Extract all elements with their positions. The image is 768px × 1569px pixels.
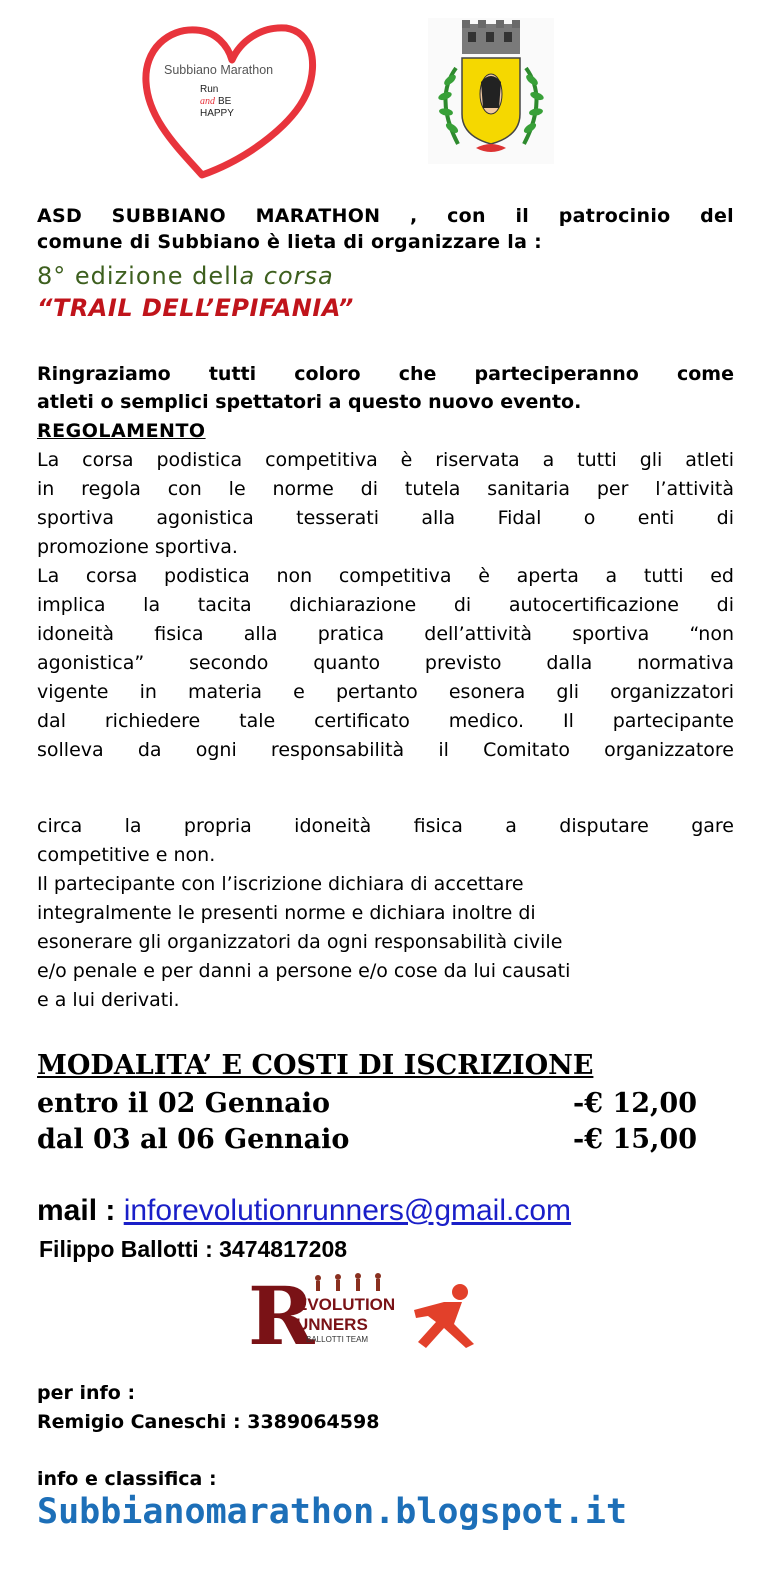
per-info-contact: Remigio Caneschi : 3389064598 <box>37 1411 380 1433</box>
mail-line <box>37 1194 571 1228</box>
price-label: entro il 02 Gennaio <box>37 1088 331 1119</box>
logo-title-prefix: Subbiano <box>164 63 221 77</box>
regulation-paragraph-1 <box>37 446 734 765</box>
price-label: dal 03 al 06 Gennaio <box>37 1124 350 1155</box>
logo-be: BE <box>218 96 232 107</box>
paragraph-1-line: dal richiedere tale certificato medico. Il partecipante <box>37 710 734 732</box>
per-info-label: per info : <box>37 1382 136 1404</box>
paragraph-2-line: Il partecipante con l’iscrizione dichiara di accettare <box>37 873 524 895</box>
paragraph-1-line: vigente in materia e pertanto esonera gli organizzatori <box>37 681 734 703</box>
revolution-runners-logo <box>248 1272 482 1352</box>
paragraph-2-line: circa la propria idoneità fisica a disputare gare <box>37 815 734 837</box>
paragraph-2-line: e/o penale e per danni a persone e/o cose da lui causati <box>37 960 571 982</box>
modalita-title: MODALITA’ E COSTI DI ISCRIZIONE <box>37 1050 594 1081</box>
paragraph-1-line: idoneità fisica alla pratica dell’attività sportiva “non <box>37 623 734 645</box>
logo-title-suffix: Marathon <box>220 63 274 77</box>
coat-of-arms-icon <box>428 18 554 164</box>
intro-line-2: comune di Subbiano è lieta di organizzare la : <box>37 231 543 253</box>
phone-contact: Filippo Ballotti : 3474817208 <box>39 1236 348 1262</box>
price-row <box>37 1124 697 1155</box>
regulation-paragraph-2 <box>37 812 734 1015</box>
thanks-line-1: Ringraziamo tutti coloro che parteciperanno come <box>37 363 734 385</box>
price-value: -€ 15,00 <box>573 1124 697 1155</box>
edition-italic: a corsa <box>239 262 334 290</box>
paragraph-1-line: solleva da ogni responsabilità il Comitato organizzatore <box>37 739 734 761</box>
logo-line-1: EVOLUTION <box>296 1295 396 1314</box>
event-title: “TRAIL DELL’EPIFANIA” <box>37 294 354 322</box>
subbiano-marathon-logo <box>140 20 320 180</box>
svg-text:Subbiano Marathon <box>164 63 273 77</box>
logo-line-2: UNNERS <box>296 1315 368 1334</box>
regolamento-title: REGOLAMENTO <box>37 420 206 442</box>
paragraph-1-line: La corsa podistica non competitiva è aperta a tutti ed <box>37 565 734 587</box>
svg-text:R: R <box>248 1272 315 1352</box>
paragraph-1-line: promozione sportiva. <box>37 536 238 558</box>
thanks-line-2: atleti o semplici spettatori a questo nuovo evento. <box>37 391 582 413</box>
logo-run: Run <box>200 84 219 95</box>
paragraph-1-line: in regola con le norme di tutela sanitaria per l’attività <box>37 478 734 500</box>
edition-heading <box>37 262 334 290</box>
paragraph-2-line: esonerare gli organizzatori da ogni responsabilità civile <box>37 931 563 953</box>
mail-link[interactable]: inforevolutionrunners@gmail.com <box>123 1194 572 1227</box>
paragraph-2-line: competitive e non. <box>37 844 216 866</box>
mail-label: mail : <box>37 1194 124 1227</box>
paragraph-1-line: La corsa podistica competitiva è riservata a tutti gli atleti <box>37 449 734 471</box>
classifica-label: info e classifica : <box>37 1468 217 1490</box>
paragraph-2-line: e a lui derivati. <box>37 989 180 1011</box>
intro-line-1: ASD SUBBIANO MARATHON , con il patrocinio del <box>37 205 734 227</box>
blog-link[interactable]: Subbianomarathon.blogspot.it <box>37 1492 628 1532</box>
price-row <box>37 1088 697 1119</box>
logo-line-3: BALLOTTI TEAM <box>306 1335 369 1344</box>
paragraph-1-line: agonistica” secondo quanto previsto dalla normativa <box>37 652 734 674</box>
logo-and: and <box>200 96 215 107</box>
paragraph-2-line: integralmente le presenti norme e dichiara inoltre di <box>37 902 536 924</box>
logo-happy: HAPPY <box>200 108 234 119</box>
edition-prefix: 8° edizione dell <box>37 262 240 290</box>
paragraph-1-line: sportiva agonistica tesserati alla Fidal o enti di <box>37 507 734 529</box>
price-value: -€ 12,00 <box>573 1088 697 1119</box>
paragraph-1-line: implica la tacita dichiarazione di autocertificazione di <box>37 594 734 616</box>
